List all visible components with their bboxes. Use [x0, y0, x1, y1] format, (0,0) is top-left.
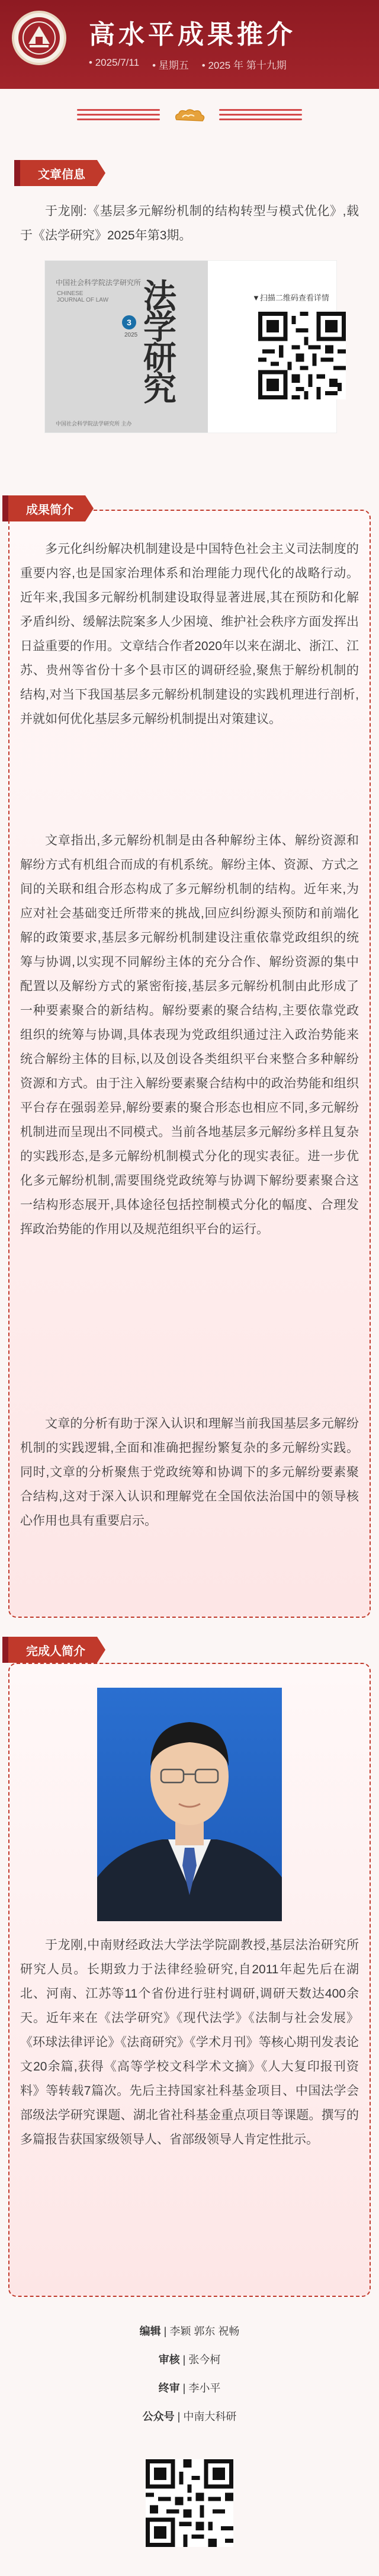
journal-issue-badge: 3 [122, 315, 136, 329]
credit-final-value: 李小平 [188, 2382, 221, 2394]
journal-header-text: 中国社会科学院法学研究所 [56, 279, 142, 287]
credit-account-label: 公众号 [142, 2411, 175, 2423]
issue-number: • 2025 年 第十九期 [202, 57, 287, 72]
author-photo [97, 1688, 282, 1921]
issue-date: • 2025/7/11 [89, 57, 139, 72]
header-banner [0, 0, 379, 89]
page-title: 高水平成果推介 [89, 20, 296, 50]
credit-editor-label: 编辑 [139, 2325, 161, 2337]
credit-editor-value: 李颖 郭东 祝畅 [169, 2325, 240, 2337]
divider-lines-right [219, 109, 302, 121]
journal-year: 2025 [124, 332, 138, 338]
journal-image [45, 261, 336, 433]
credit-final: 终审 | 李小平 [158, 2382, 221, 2394]
article-info-tag: 文章信息 [20, 160, 97, 186]
summary-paragraph-3: 文章的分析有助于深入认识和理解当前我国基层多元解纷机制的实践逻辑,全面和准确把握纷繁复杂的多元解纷实践。同时,文章的分析聚焦于党政统筹和协调下的多元解纷要素聚合结构,这对于深入认识和理解党在全国依法治国中的领导核心作用也具有重要启示。 [20, 1417, 359, 1528]
summary-tag: 成果简介 [8, 495, 85, 521]
credit-review: 审核 | 张今柯 [158, 2354, 221, 2366]
credit-account-value: 中南大科研 [183, 2411, 237, 2423]
author-portrait-icon [97, 1688, 282, 1921]
article-citation: 于龙刚:《基层多元解纷机制的结构转型与模式优化》,载于《法学研究》2025年第3期。 [20, 204, 359, 242]
decorative-divider [0, 97, 379, 133]
author-tag: 完成人简介 [8, 1637, 97, 1663]
author-bio: 于龙刚,中南财经政法大学法学院副教授,基层法治研究所研究人员。长期致力于法律经验研究,自2011年起先后在湖北、河南、江苏等11个省份进行驻村调研,调研天数达400余天。近年来在《法学研究》《现代法学》《法制与社会发展》《环球法律评论》《法商研究》《学术月刊》等核心期刊发表论文20余篇,获得《高等学校文科学术文摘》《人大复印报刊资料》等转载7篇次。先后主持国家社科基金项目、中国法学会部级法学研究课题、湖北省社科基金重点项目等课题。撰写的多篇报告获国家级领导人、省部级领导人肯定性批示。 [20, 1938, 359, 2146]
credit-final-label: 终审 [158, 2382, 180, 2394]
account-qr-code[interactable] [146, 2459, 233, 2547]
divider-lines-left [77, 109, 160, 121]
credit-review-value: 张今柯 [188, 2354, 221, 2366]
summary-paragraph-1: 多元化纠纷解决机制建设是中国特色社会主义司法制度的重要内容,也是国家治理体系和治理能力现代化的战略行动。近年来,我国多元解纷机制建设取得显著进展,其在预防和化解矛盾纠纷、缓解法院案多人少困境、维护社会秩序方面发挥出日益重要的作用。文章结合作者2020年以来在湖北、浙江、江苏、贵州等省份十多个县市区的调研经验,聚焦于解纷机制的结构,对当下我国基层多元解纷机制建设的实践机理进行剖析,并就如何优化基层多元解纷机制提出对策建议。 [20, 542, 359, 726]
journal-cover [45, 261, 208, 433]
journal-english-title: CHINESE JOURNAL OF LAW [57, 290, 109, 303]
auspicious-cloud-icon [172, 107, 207, 124]
credit-editor: 编辑 | 李颖 郭东 祝畅 [139, 2325, 240, 2337]
article-qr-code[interactable] [258, 312, 346, 399]
issue-meta [89, 57, 287, 72]
credit-review-label: 审核 [158, 2354, 180, 2366]
summary-paragraph-2: 文章指出,多元解纷机制是由各种解纷主体、解纷资源和解纷方式有机组合而成的有机系统。解纷主体、资源、方式之间的关联和组合形态构成了多元解纷机制的结构。近年来,为应对社会基础变迁所带来的挑战,回应纠纷源头预防和前端化解的政策要求,基层多元解纷机制建设注重依靠党政组织的统筹与协调,以实现不同解纷主体的充分合作、解纷资源的集中配置以及解纷方式的紧密衔接,基层多元解纷机制由此形成了一种要素聚合的新结构。解纷要素的聚合结构,主要依靠党政组织的统筹与协调,具体表现为党政组织通过注入政治势能来统合解纷主体的目标,以及创设各类组织平台来整合多种解纷资源和方式。由于注入解纷要素聚合结构中的政治势能和组织平台存在强弱差异,解纷要素的聚合形态也相应不同,多元解纷机制进而呈现出不同模式。当前各地基层多元解纷多样且复杂的实践形态,是多元解纷机制模式分化的现实表征。进一步优化多元解纷机制,需要围绕党政统筹与协调下解纷要素聚合这一结构形态展开,具体途径包括控制模式分化的幅度、合理发挥政治势能的作用以及规范组织平台的运行。 [20, 834, 359, 1236]
journal-title: 法学研究 [138, 279, 177, 402]
qr-caption: ▼扫描二维码查看详情 [252, 293, 329, 302]
issue-weekday: • 星期五 [152, 57, 189, 72]
credit-account: 公众号 | 中南大科研 [142, 2411, 237, 2423]
journal-footer-text: 中国社会科学院法学研究所 主办 [56, 421, 132, 427]
logo-emblem-icon [21, 20, 57, 56]
university-logo [12, 11, 66, 65]
